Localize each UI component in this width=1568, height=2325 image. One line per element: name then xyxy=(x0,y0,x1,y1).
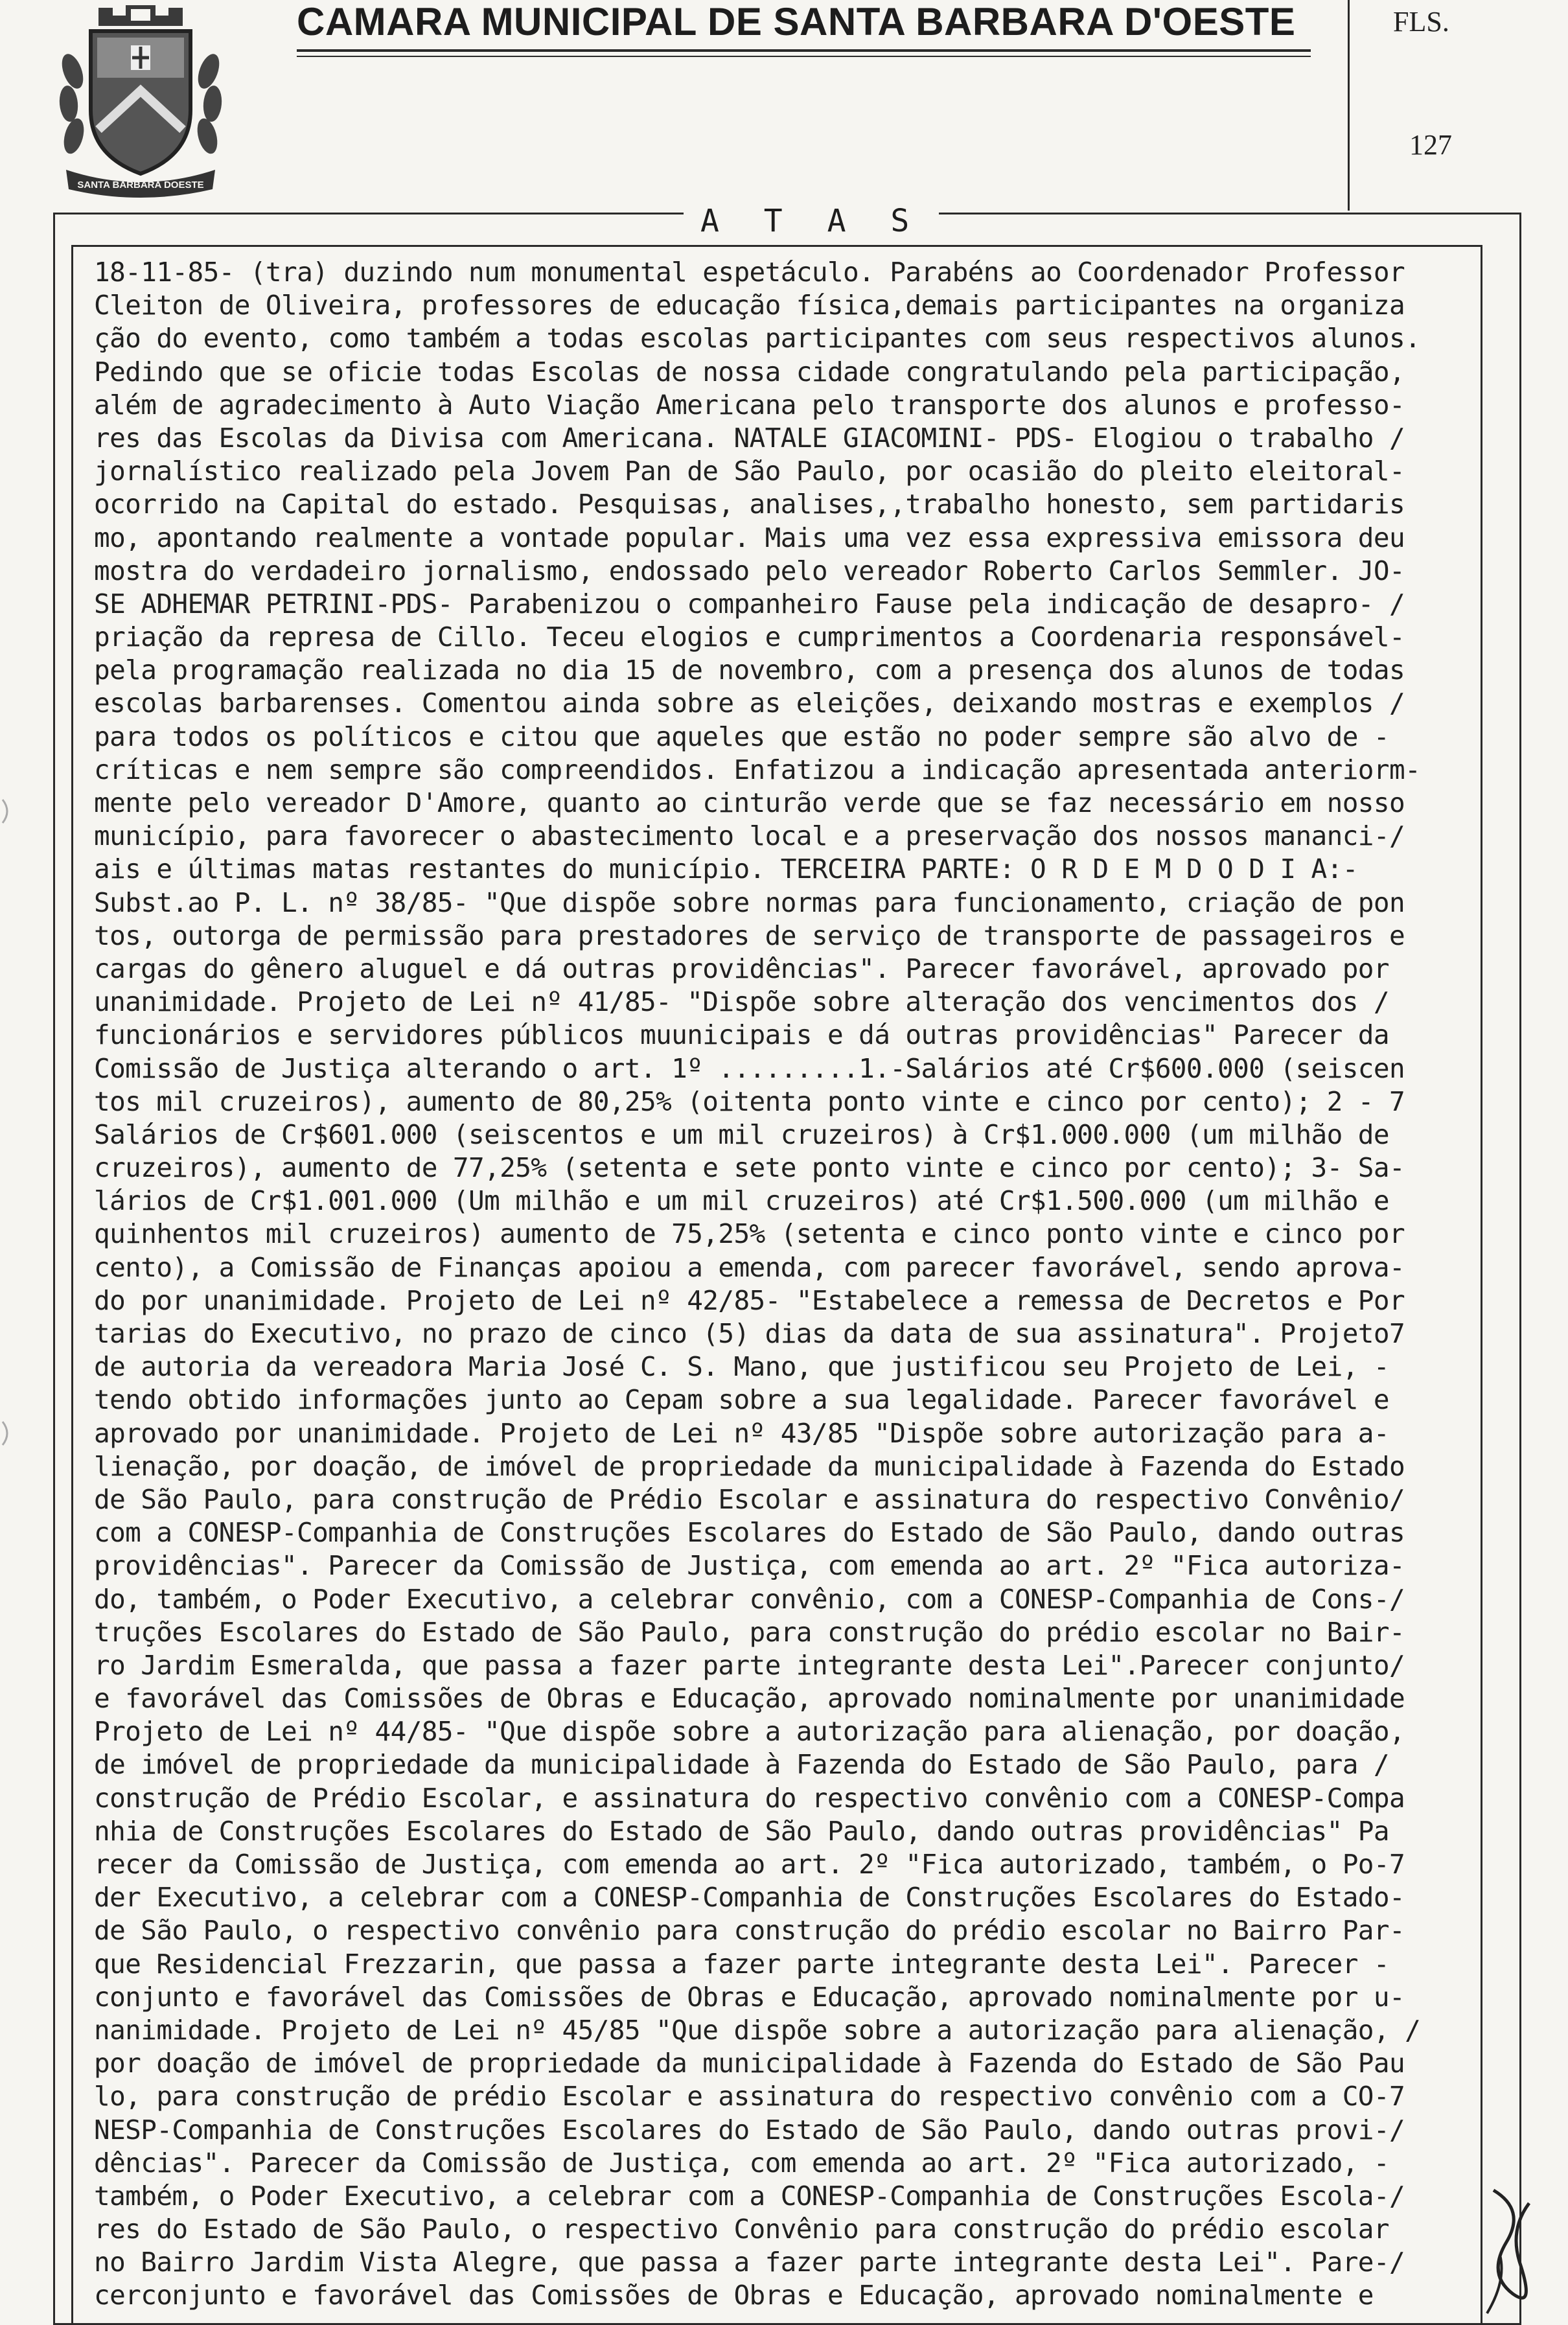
text-line: ais e últimas matas restantes do município. TERCEIRA PARTE: O R D E M D O D I A:- xyxy=(94,853,1358,885)
text-line: no Bairro Jardim Vista Alegre, que passa a fazer parte integrante desta Lei". Pare-/ xyxy=(94,2247,1405,2278)
text-line: críticas e nem sempre são compreendidos. Enfatizou a indicação apresentada anteriorm- xyxy=(94,754,1421,785)
text-line: mo, apontando realmente a vontade popular. Mais uma vez essa expressiva emissora deu xyxy=(94,522,1405,553)
text-line: do por unanimidade. Projeto de Lei nº 42/85- "Estabelece a remessa de Decretos e Por xyxy=(94,1284,1405,1316)
text-line: ro Jardim Esmeralda, que passa a fazer parte integrante desta Lei".Parecer conjunto/ xyxy=(94,1649,1405,1681)
coat-of-arms-icon xyxy=(53,0,228,198)
text-line: de imóvel de propriedade da municipalidade à Fazenda do Estado de São Paulo, para / xyxy=(94,1749,1389,1781)
text-line: 18-11-85- (tra) duzindo num monumental espetáculo. Parabéns ao Coordenador Professor xyxy=(94,257,1405,288)
text-line: providências". Parecer da Comissão de Justiça, com emenda ao art. 2º "Fica autoriza- xyxy=(94,1550,1405,1582)
header-title: CAMARA MUNICIPAL DE SANTA BARBARA D'OESTE xyxy=(297,0,1296,43)
text-line: de São Paulo, o respectivo convênio para construção do prédio escolar no Bairro Par- xyxy=(94,1915,1405,1947)
text-line: cruzeiros), aumento de 77,25% (setenta e sete ponto vinte e cinco por cento); 3- Sa- xyxy=(94,1152,1405,1184)
text-line: unanimidade. Projeto de Lei nº 41/85- "Dispõe sobre alteração dos vencimentos dos / xyxy=(94,986,1389,1018)
text-line: conjunto e favorável das Comissões de Obras e Educação, aprovado nominalmente por u- xyxy=(94,1981,1405,2013)
text-line: município, para favorecer o abastecimento local e a preservação dos nossos mananci-/ xyxy=(94,820,1405,852)
text-line: res do Estado de São Paulo, o respectivo Convênio para construção do prédio escolar xyxy=(94,2214,1389,2245)
crest-ribbon-text: SANTA BARBARA DOESTE xyxy=(77,179,204,191)
text-line: e favorável das Comissões de Obras e Educação, aprovado nominalmente por unanimidade xyxy=(94,1683,1405,1715)
text-line: aprovado por unanimidade. Projeto de Lei nº 43/85 "Dispõe sobre autorização para a- xyxy=(94,1417,1389,1449)
handwritten-initials-icon xyxy=(1474,2184,1545,2317)
text-line: lários de Cr$1.001.000 (Um milhão e um mil cruzeiros) até Cr$1.500.000 (um milhão e xyxy=(94,1185,1389,1217)
text-line: construção de Prédio Escolar, e assinatura do respectivo convênio com a CONESP-Compa xyxy=(94,1782,1405,1814)
text-line: cento), a Comissão de Finanças apoiou a emenda, com parecer favorável, sendo aprova- xyxy=(94,1251,1405,1283)
text-line: cargas do gênero aluguel e dá outras providências". Parecer favorável, aprovado por xyxy=(94,953,1389,984)
text-line: tendo obtido informações junto ao Cepam sobre a sua legalidade. Parecer favorável e xyxy=(94,1384,1389,1416)
text-line: NESP-Companhia de Construções Escolares do Estado de São Paulo, dando outras provi-/ xyxy=(94,2114,1405,2146)
text-line: ocorrido na Capital do estado. Pesquisas, analises,,trabalho honesto, sem partidaris xyxy=(94,489,1405,520)
header-rule-thin xyxy=(297,56,1311,57)
text-line: por doação de imóvel de propriedade da municipalidade à Fazenda do Estado de São Pau xyxy=(94,2048,1405,2079)
text-line: Projeto de Lei nº 44/85- "Que dispõe sobre a autorização para alienação, por doação, xyxy=(94,1716,1405,1748)
text-line: res das Escolas da Divisa com Americana. NATALE GIACOMINI- PDS- Elogiou o trabalho / xyxy=(94,422,1405,454)
text-line: tos, outorga de permissão para prestadores de serviço de transporte de passageiros e xyxy=(94,920,1405,951)
text-line: truções Escolares do Estado de São Paulo, para construção do prédio escolar no Bair- xyxy=(94,1616,1405,1648)
text-line: tos mil cruzeiros), aumento de 80,25% (oitenta ponto vinte e cinco por cento); 2 - 7 xyxy=(94,1085,1405,1117)
text-line: der Executivo, a celebrar com a CONESP-Companhia de Construções Escolares do Estado- xyxy=(94,1882,1405,1914)
text-line: dências". Parecer da Comissão de Justiça, com emenda ao art. 2º "Fica autorizado, - xyxy=(94,2147,1389,2179)
section-title: A T A S xyxy=(684,198,939,244)
text-line: mostra do verdadeiro jornalismo, endossado pelo vereador Roberto Carlos Semmler. JO- xyxy=(94,555,1405,586)
margin-mark-icon xyxy=(0,797,14,826)
text-line: Subst.ao P. L. nº 38/85- "Que dispõe sobre normas para funcionamento, criação de pon xyxy=(94,886,1405,918)
fls-label: FLS. xyxy=(1393,6,1449,38)
text-line: de São Paulo, para construção de Prédio Escolar e assinatura do respectivo Convênio/ xyxy=(94,1483,1405,1515)
text-line: Salários de Cr$601.000 (seiscentos e um mil cruzeiros) à Cr$1.000.000 (um milhão de xyxy=(94,1118,1389,1150)
text-line: escolas barbarenses. Comentou ainda sobre as eleições, deixando mostras e exemplos / xyxy=(94,688,1405,719)
text-line: quinhentos mil cruzeiros) aumento de 75,25% (setenta e cinco ponto vinte e cinco por xyxy=(94,1218,1405,1250)
header-rule xyxy=(297,49,1311,52)
text-line: também, o Poder Executivo, a celebrar com a CONESP-Companhia de Construções Escola-/ xyxy=(94,2180,1405,2212)
text-line: lienação, por doação, de imóvel de propriedade da municipalidade à Fazenda do Estado xyxy=(94,1450,1405,1482)
text-line: que Residencial Frezzarin, que passa a fazer parte integrante desta Lei". Parecer - xyxy=(94,1948,1389,1980)
text-line: SE ADHEMAR PETRINI-PDS- Parabenizou o companheiro Fause pela indicação de desapro- / xyxy=(94,588,1405,619)
text-line: nhia de Construções Escolares do Estado de São Paulo, dando outras providências" Pa xyxy=(94,1815,1389,1847)
text-line: pela programação realizada no dia 15 de novembro, com a presença dos alunos de todas xyxy=(94,654,1405,686)
text-line: Pedindo que se oficie todas Escolas de nossa cidade congratulando pela participação, xyxy=(94,356,1405,388)
text-line: ção do evento, como também a todas escolas participantes com seus respectivos alunos. xyxy=(94,323,1421,354)
text-line: funcionários e servidores públicos muunicipais e dá outras providências" Parecer da xyxy=(94,1019,1389,1051)
text-line: além de agradecimento à Auto Viação Americana pelo transporte dos alunos e professo- xyxy=(94,389,1405,421)
text-line: lo, para construção de prédio Escolar e assinatura do respectivo convênio com a CO-7 xyxy=(94,2081,1405,2112)
text-line: priação da represa de Cillo. Teceu elogios e cumprimentos a Coordenaria responsável- xyxy=(94,621,1405,653)
text-line: recer da Comissão de Justiça, com emenda ao art. 2º "Fica autorizado, também, o Po-7 xyxy=(94,1849,1405,1880)
text-line: do, também, o Poder Executivo, a celebrar convênio, com a CONESP-Companhia de Cons-/ xyxy=(94,1583,1405,1615)
margin-mark-icon xyxy=(0,1419,14,1448)
text-line: tarias do Executivo, no prazo de cinco (5) dias da data de sua assinatura". Projeto7 xyxy=(94,1318,1405,1349)
text-line: Cleiton de Oliveira, professores de educação física,demais participantes na organiza xyxy=(94,290,1405,321)
vertical-divider xyxy=(1348,0,1350,211)
text-line: para todos os políticos e citou que aqueles que estão no poder sempre são alvo de - xyxy=(94,721,1389,752)
text-line: mente pelo vereador D'Amore, quanto ao cinturão verde que se faz necessário em nosso xyxy=(94,787,1405,818)
minutes-text xyxy=(94,256,1471,2313)
text-line: jornalístico realizado pela Jovem Pan de São Paulo, por ocasião do pleito eleitoral- xyxy=(94,456,1405,487)
text-line: de autoria da vereadora Maria José C. S. Mano, que justificou seu Projeto de Lei, - xyxy=(94,1351,1389,1383)
text-line: com a CONESP-Companhia de Construções Escolares do Estado de São Paulo, dando outras xyxy=(94,1517,1405,1549)
text-line: nanimidade. Projeto de Lei nº 45/85 "Que dispõe sobre a autorização para alienação, / xyxy=(94,2014,1421,2046)
page-number: 127 xyxy=(1409,129,1452,161)
text-line: cerconjunto e favorável das Comissões de Obras e Educação, aprovado nominalmente e xyxy=(94,2280,1374,2311)
text-line: Comissão de Justiça alterando o art. 1º .........1.-Salários até Cr$600.000 (seiscen xyxy=(94,1052,1405,1084)
